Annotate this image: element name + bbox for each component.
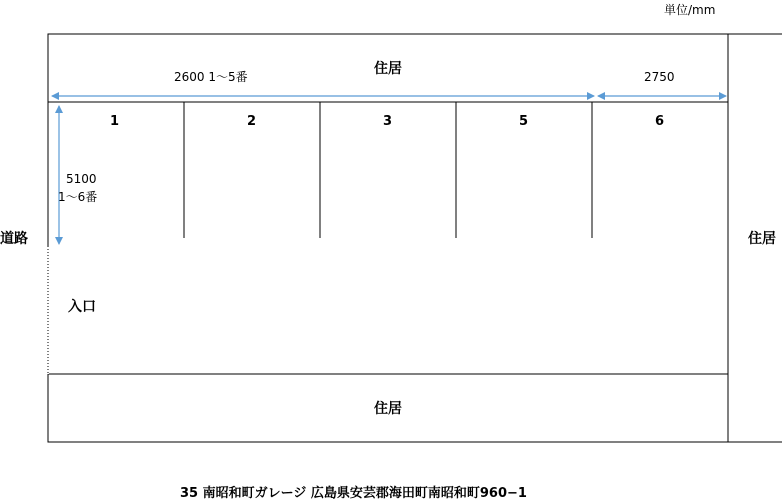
location-caption: 35 南昭和町ガレージ 広島県安芸郡海田町南昭和町960−1 bbox=[180, 486, 527, 501]
site-boundary bbox=[48, 34, 728, 442]
right-residence-label: 住居 bbox=[748, 231, 776, 247]
space-number-3: 3 bbox=[383, 114, 393, 129]
depth-value-label: 5100 bbox=[66, 172, 97, 186]
space-number-5: 5 bbox=[519, 114, 529, 129]
road-label: 道路 bbox=[0, 231, 28, 247]
space-number-6: 6 bbox=[655, 114, 665, 129]
top-residence-label: 住居 bbox=[374, 61, 402, 77]
entrance-label: 入口 bbox=[68, 299, 96, 315]
space-number-1: 1 bbox=[110, 114, 120, 129]
depth-note-label: 1〜6番 bbox=[58, 190, 98, 204]
width-6-label: 2750 bbox=[644, 70, 675, 84]
unit-label: 単位/mm bbox=[664, 3, 716, 17]
width-1-5-label: 2600 1〜5番 bbox=[174, 70, 248, 84]
space-number-2: 2 bbox=[247, 114, 257, 129]
bottom-residence-label: 住居 bbox=[374, 401, 402, 417]
